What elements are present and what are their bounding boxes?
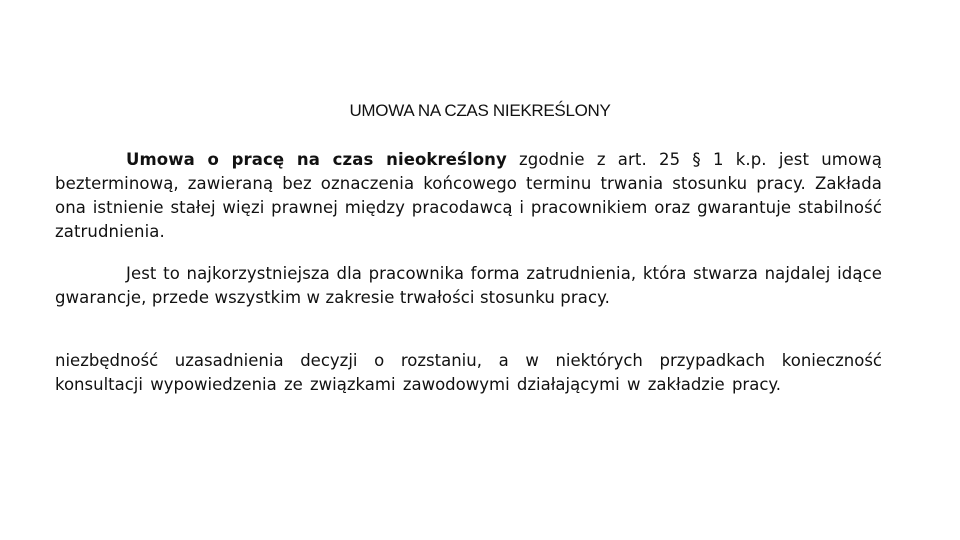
paragraph-definition-text: zgodnie z art. 25 § 1 k.p. jest umową bezterminową, zawieraną bez oznaczenia końcowego terminu trwania stosunku pracy. Zakłada ona istnienie stałej więzi prawnej między pracodawcą i pracownikiem oraz gwarantuje stabilność zatrudnienia. bbox=[55, 150, 882, 241]
slide-title-text: UMOWA NA CZAS NIEKREŚLONY bbox=[349, 101, 611, 120]
paragraph-advantages bbox=[55, 262, 882, 310]
paragraph-guarantees-text: niezbędność uzasadnienia decyzji o rozstaniu, a w niektórych przypadkach konieczność konsultacji wypowiedzenia ze związkami zawodowymi działającymi w zakładzie pracy. bbox=[55, 351, 882, 394]
paragraph-definition bbox=[55, 148, 882, 244]
paragraph-advantages-text: Jest to najkorzystniejsza dla pracownika forma zatrudnienia, która stwarza najdalej idące gwarancje, przede wszystkim w zakresie trwałości stosunku pracy. bbox=[55, 264, 882, 307]
paragraph-definition-lead: Umowa o pracę na czas nieokreślony bbox=[126, 150, 507, 169]
paragraph-guarantees bbox=[55, 349, 882, 397]
slide-title bbox=[0, 100, 960, 122]
